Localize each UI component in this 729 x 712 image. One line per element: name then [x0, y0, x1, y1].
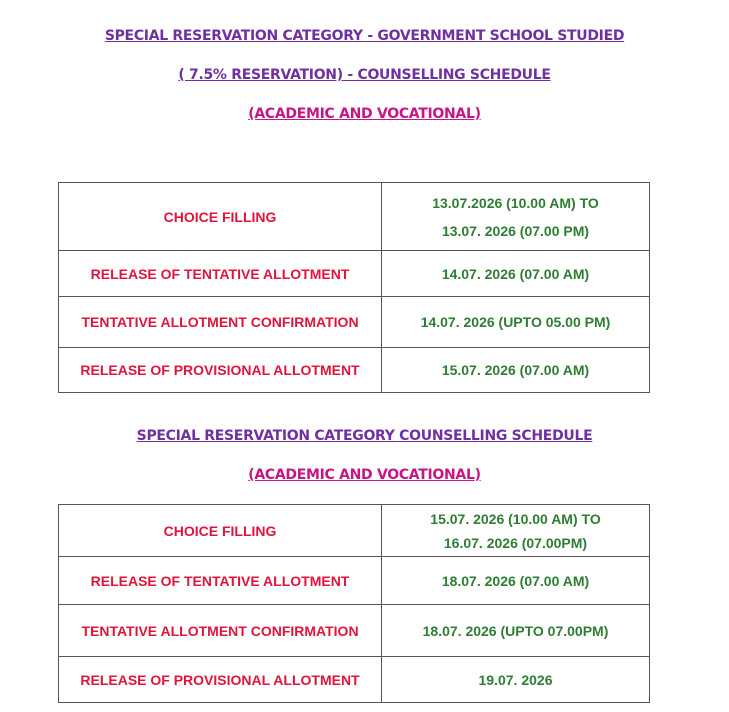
- date-cell: [382, 297, 650, 348]
- table-row: [59, 297, 650, 348]
- table-row: [59, 505, 650, 557]
- table-row: [59, 605, 650, 657]
- event-label: TENTATIVE ALLOTMENT: [81, 314, 247, 330]
- event-label: CONFIRMATION: [250, 314, 359, 330]
- table-row: [59, 183, 650, 251]
- event-label: CHOICE FILLING: [163, 522, 277, 539]
- date-label: 15.07. 2026 (10.00 AM) TO: [430, 510, 601, 527]
- date-cell: [382, 251, 650, 297]
- date-label: 15.07. 2026 (07.00 AM): [441, 362, 590, 378]
- event-cell: [59, 297, 382, 348]
- event-label: RELEASE OF TENTATIVE ALLOTMENT: [90, 265, 350, 282]
- table-row: [59, 657, 650, 703]
- event-label: RELEASE OF TENTATIVE ALLOTMENT: [90, 572, 350, 589]
- date-label: 14.07. 2026 (UPTO 05.00 PM): [420, 314, 611, 330]
- section1-title-line1: SPECIAL RESERVATION CATEGORY - GOVERNMENT SCHOOL STUDIED: [104, 28, 625, 44]
- date-label: 13.07. 2026 (07.00 PM): [441, 222, 590, 239]
- event-cell: [59, 183, 382, 251]
- event-cell: [59, 605, 382, 657]
- event-cell: [59, 251, 382, 297]
- table-row: [59, 557, 650, 605]
- date-label: 14.07. 2026 (07.00 AM): [441, 265, 590, 282]
- event-label: CONFIRMATION: [250, 622, 359, 639]
- date-label: 16.07. 2026 (07.00PM): [443, 534, 588, 551]
- event-cell: [59, 557, 382, 605]
- date-label: 19.07. 2026: [478, 671, 553, 688]
- section2-schedule-table: [58, 504, 650, 703]
- date-cell: [382, 657, 650, 703]
- event-label: CHOICE FILLING: [163, 208, 277, 225]
- event-cell: [59, 348, 382, 393]
- date-cell: [382, 183, 650, 251]
- date-cell: [382, 505, 650, 557]
- event-cell: [59, 505, 382, 557]
- date-cell: [382, 605, 650, 657]
- date-cell: [382, 348, 650, 393]
- date-label: 18.07. 2026 (UPTO 07.00PM): [422, 622, 609, 639]
- section1-title-line3: (ACADEMIC AND VOCATIONAL): [248, 106, 481, 122]
- table-row: [59, 251, 650, 297]
- event-label: TENTATIVE ALLOTMENT: [81, 622, 247, 639]
- date-label: 18.07. 2026 (07.00 AM): [441, 572, 590, 589]
- date-cell: [382, 557, 650, 605]
- section1-schedule-table: [58, 182, 650, 393]
- date-label: 13.07.2026 (10.00 AM) TO: [432, 194, 599, 211]
- event-label: RELEASE OF PROVISIONAL ALLOTMENT: [80, 671, 360, 688]
- section1-title-line2: ( 7.5% RESERVATION) - COUNSELLING SCHEDULE: [178, 67, 551, 83]
- section2-title-line1: SPECIAL RESERVATION CATEGORY COUNSELLING SCHEDULE: [136, 428, 593, 444]
- section2-title-line2: (ACADEMIC AND VOCATIONAL): [248, 467, 481, 483]
- event-cell: [59, 657, 382, 703]
- table-row: [59, 348, 650, 393]
- event-label: RELEASE OF PROVISIONAL ALLOTMENT: [80, 362, 360, 378]
